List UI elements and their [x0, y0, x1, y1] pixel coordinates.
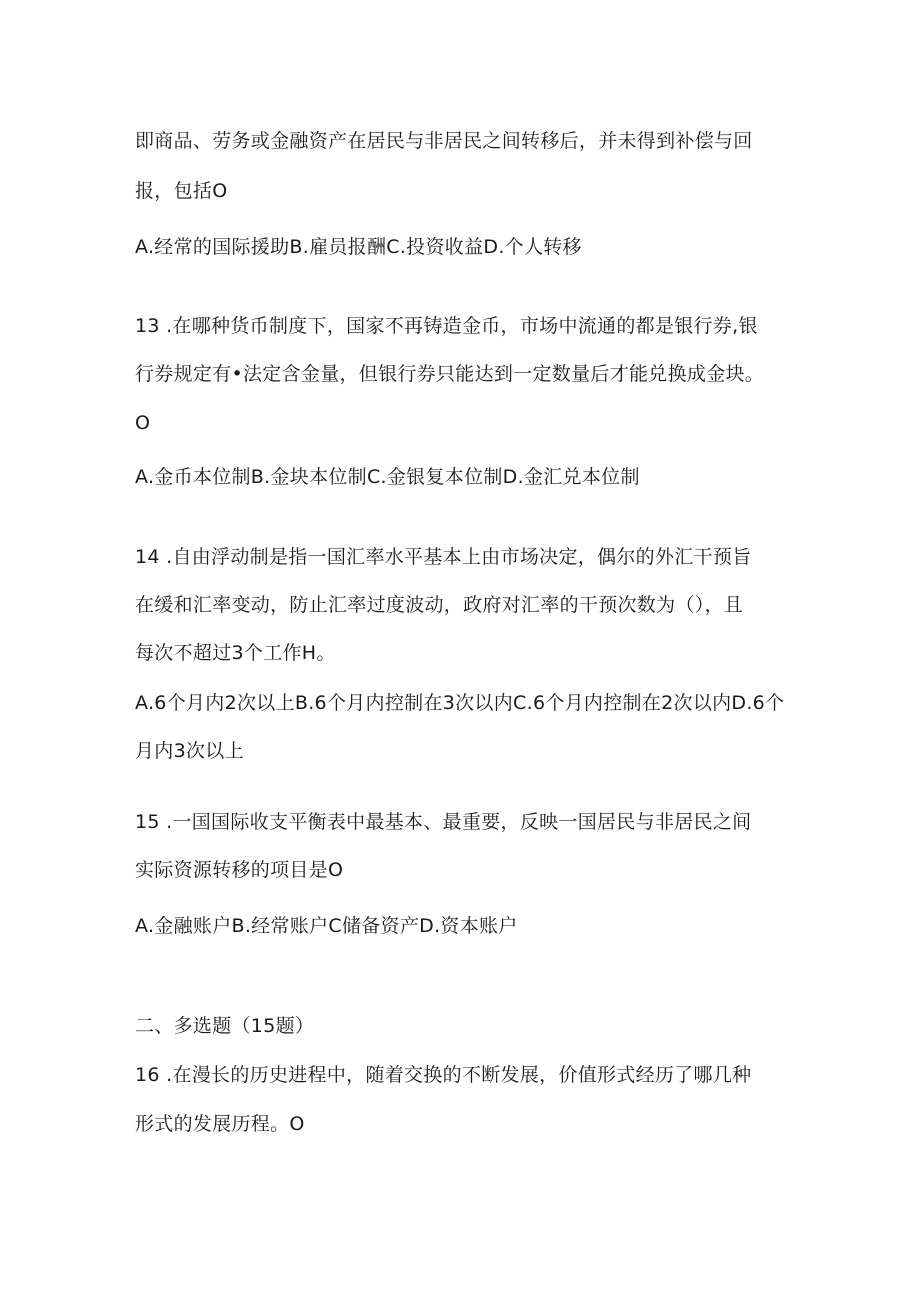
q14-options-line-2: 月内3次以上 — [135, 740, 244, 762]
q14-text-line-3: 每次不超过3个工作H。 — [135, 642, 336, 664]
q13-options: A.金币本位制B.金块本位制C.金银复本位制D.金汇兑本位制 — [135, 466, 640, 488]
q12-text-line-1: 即商品、劳务或金融资产在居民与非居民之间转移后，并未得到补偿与回 — [135, 130, 753, 152]
q16-text-line-2: 形式的发展历程。O — [135, 1113, 305, 1135]
q14-text-line-1: 14 .自由浮动制是指一国汇率水平基本上由市场决定，偶尔的外汇干预旨 — [135, 546, 752, 568]
q15-text-line-2: 实际资源转移的项目是O — [135, 859, 344, 881]
section-heading-multiple-choice: 二、多选题（15题） — [135, 1015, 315, 1037]
q15-options: A.金融账户B.经常账户C储备资产D.资本账户 — [135, 915, 518, 937]
q12-options: A.经常的国际援助B.雇员报酬C.投资收益D.个人转移 — [135, 236, 582, 258]
q13-text-line-1: 13 .在哪种货币制度下，国家不再铸造金币，市场中流通的都是银行券,银 — [135, 315, 758, 337]
q13-text-line-2: 行券规定有•法定含金量，但银行券只能达到一定数量后才能兑换成金块。 — [135, 363, 765, 385]
q16-text-line-1: 16 .在漫长的历史进程中，随着交换的不断发展，价值形式经历了哪几种 — [135, 1064, 752, 1086]
q12-text-line-2: 报，包括O — [135, 180, 228, 202]
q13-text-line-3: O — [135, 412, 151, 434]
q14-options-line-1: A.6个月内2次以上B.6个月内控制在3次以内C.6个月内控制在2次以内D.6个 — [135, 692, 785, 714]
q14-text-line-2: 在缓和汇率变动，防止汇率过度波动，政府对汇率的干预次数为（），且 — [135, 594, 744, 616]
q15-text-line-1: 15 .一国国际收支平衡表中最基本、最重要，反映一国居民与非居民之间 — [135, 811, 752, 833]
